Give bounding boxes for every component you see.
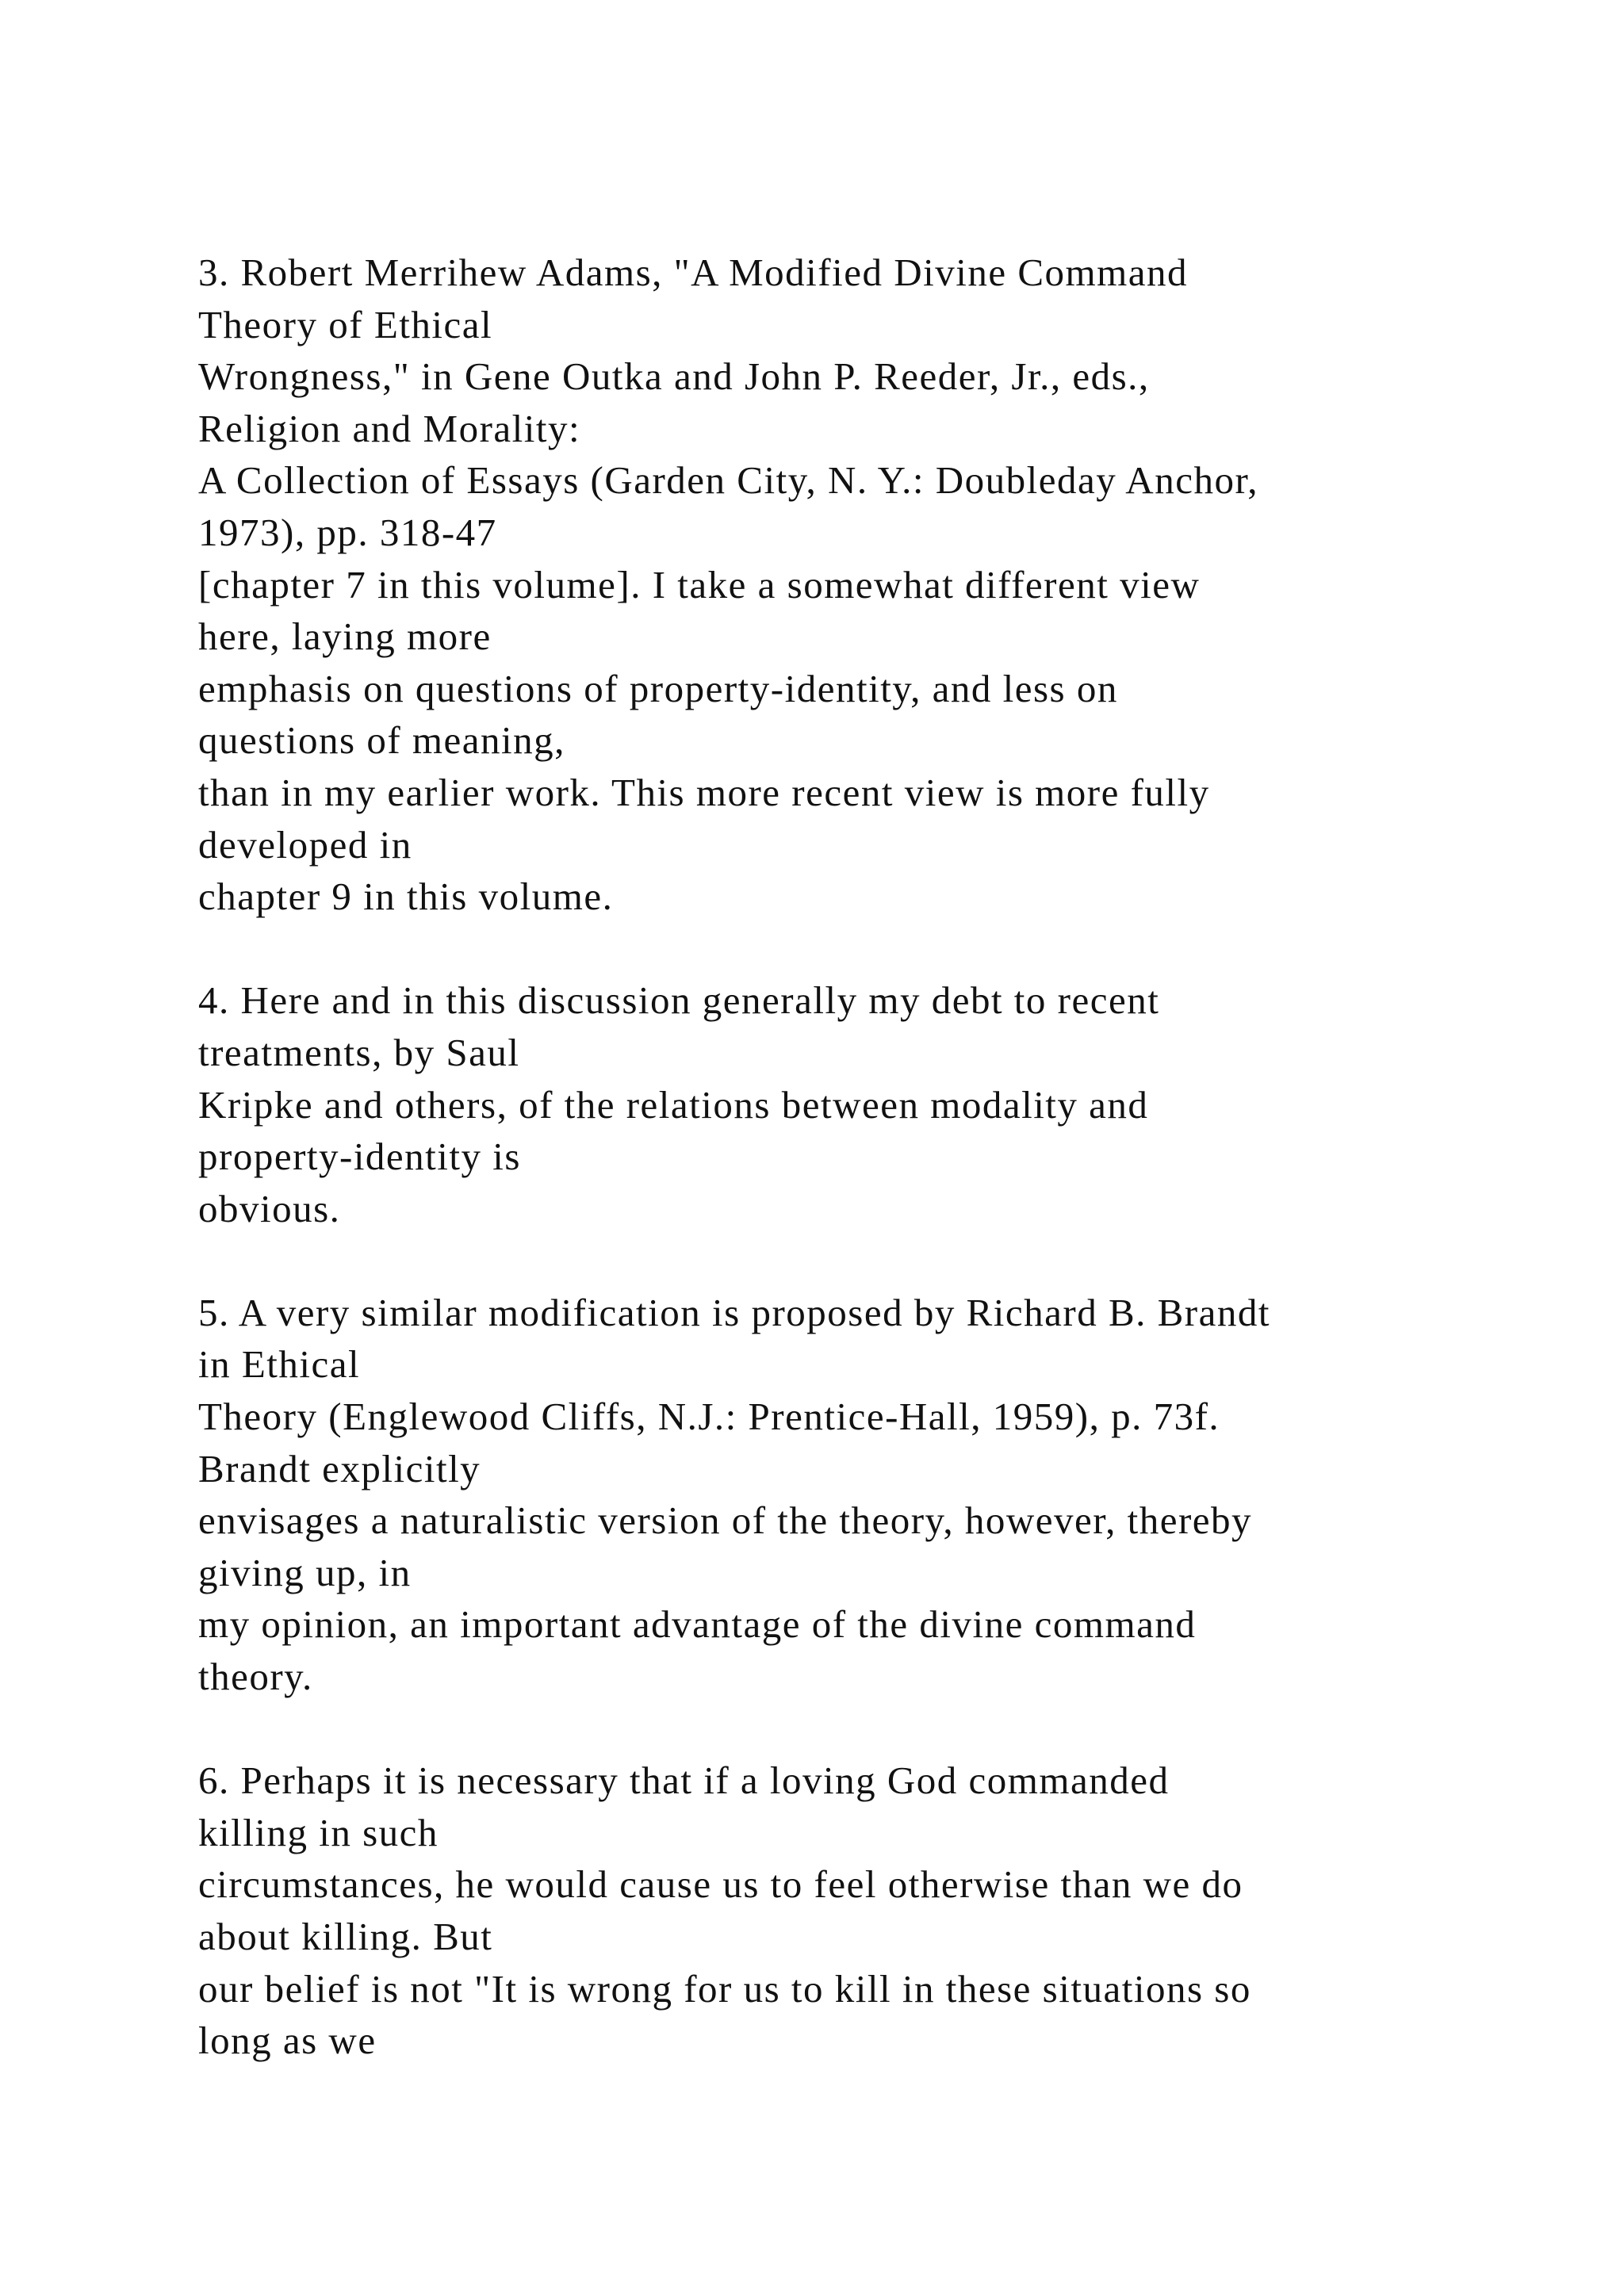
text-line: theory. xyxy=(198,1655,313,1699)
footnote-3 xyxy=(198,247,1546,923)
text-line: Brandt explicitly xyxy=(198,1446,481,1490)
text-line: treatments, by Saul xyxy=(198,1030,520,1074)
text-line: chapter 9 in this volume. xyxy=(198,874,614,919)
text-line: [chapter 7 in this volume]. I take a somewhat different view xyxy=(198,562,1201,607)
text-line: Religion and Morality: xyxy=(198,406,581,450)
text-line: about killing. But xyxy=(198,1915,493,1958)
text-line: 6. Perhaps it is necessary that if a loving God commanded xyxy=(198,1758,1170,1803)
footnotes-text xyxy=(198,247,1546,2067)
footnote-5 xyxy=(198,1287,1546,1703)
text-line: my opinion, an important advantage of the divine command xyxy=(198,1602,1197,1647)
text-line: emphasis on questions of property-identity, and less on xyxy=(198,666,1118,710)
text-line: 4. Here and in this discussion generally my debt to recent xyxy=(198,978,1160,1023)
text-line: Theory of Ethical xyxy=(198,302,493,346)
footnote-4 xyxy=(198,974,1546,1234)
text-line: questions of meaning, xyxy=(198,718,565,763)
text-line: Kripke and others, of the relations between modality and xyxy=(198,1082,1149,1127)
text-line: obvious. xyxy=(198,1186,341,1230)
footnote-6 xyxy=(198,1755,1546,2067)
text-line: here, laying more xyxy=(198,614,492,659)
text-line: long as we xyxy=(198,2019,377,2063)
text-line: in Ethical xyxy=(198,1342,361,1387)
text-line: developed in xyxy=(198,822,412,867)
paragraph-spacer xyxy=(198,923,1546,975)
text-line: 5. A very similar modification is proposed by Richard B. Brandt xyxy=(198,1290,1270,1334)
text-line: killing in such xyxy=(198,1810,439,1854)
paragraph-spacer xyxy=(198,1703,1546,1755)
text-line: property-identity is xyxy=(198,1135,521,1179)
text-line: 3. Robert Merrihew Adams, "A Modified Divine Command xyxy=(198,251,1188,294)
text-line: circumstances, he would cause us to feel otherwise than we do xyxy=(198,1862,1243,1907)
text-line: Theory (Englewood Cliffs, N.J.: Prentice-Hall, 1959), p. 73f. xyxy=(198,1395,1220,1439)
text-line: our belief is not "It is wrong for us to kill in these situations so xyxy=(198,1966,1251,2011)
text-line: Wrongness," in Gene Outka and John P. Reeder, Jr., eds., xyxy=(198,354,1150,399)
text-line: than in my earlier work. This more recent view is more fully xyxy=(198,770,1210,814)
text-line: 1973), pp. 318-47 xyxy=(198,510,497,554)
text-line: A Collection of Essays (Garden City, N. Y.: Doubleday Anchor, xyxy=(198,458,1259,503)
text-line: envisages a naturalistic version of the theory, however, thereby xyxy=(198,1498,1253,1543)
text-line: giving up, in xyxy=(198,1550,412,1594)
paragraph-spacer xyxy=(198,1234,1546,1287)
